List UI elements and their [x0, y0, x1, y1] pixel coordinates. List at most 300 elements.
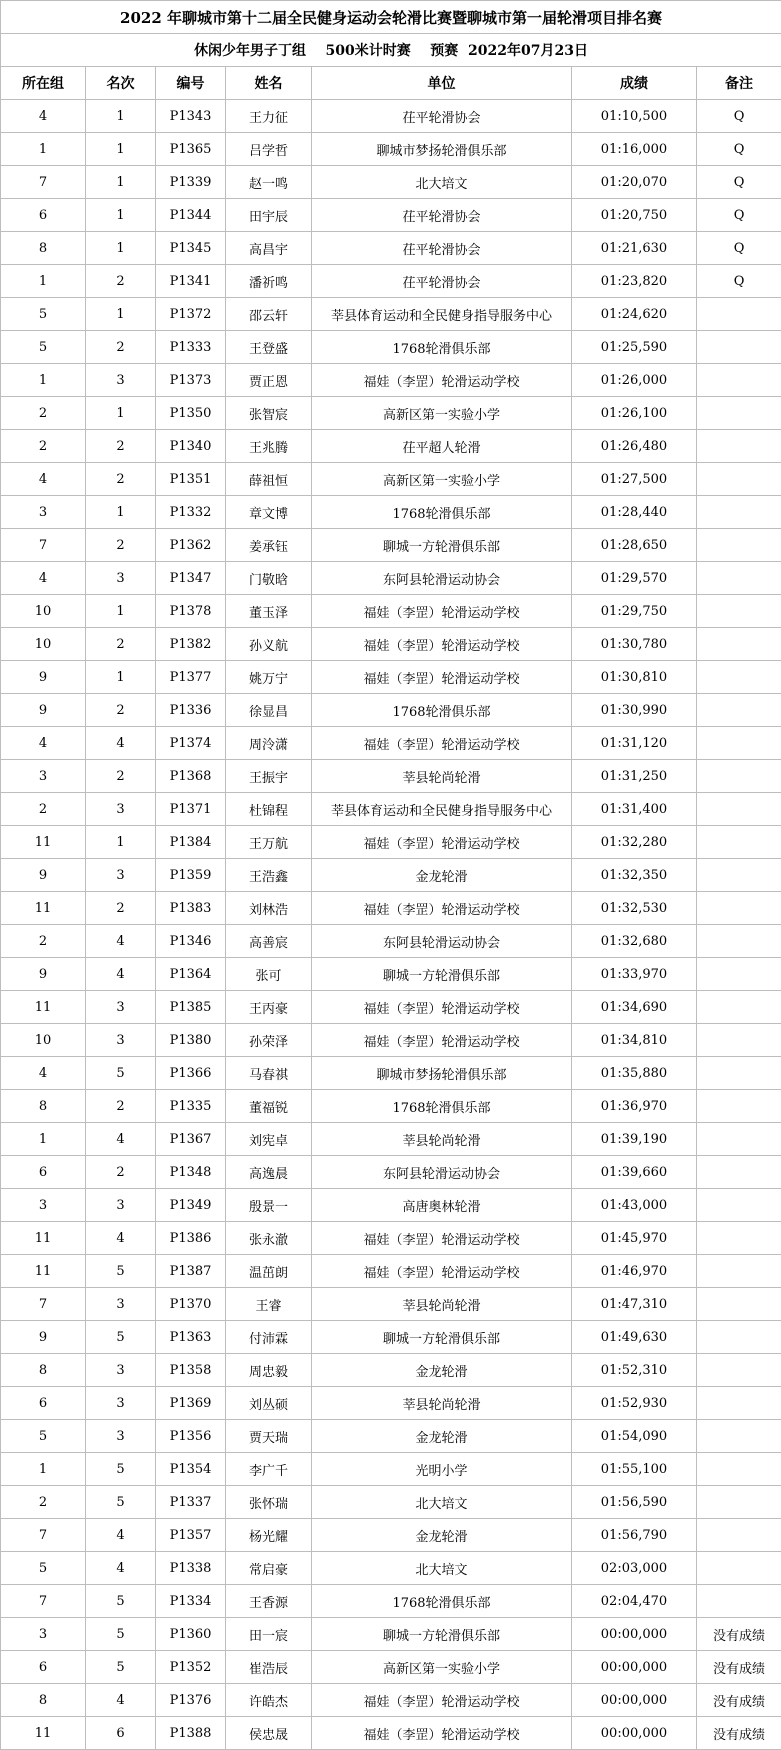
- rank-cell: 3: [86, 562, 156, 595]
- group-cell: 5: [1, 298, 86, 331]
- group-cell: 3: [1, 760, 86, 793]
- number-cell: P1350: [156, 397, 226, 430]
- number-cell: P1352: [156, 1651, 226, 1684]
- result-cell: 01:26,000: [572, 364, 697, 397]
- header-result: 成绩: [572, 67, 697, 100]
- group-cell: 4: [1, 1057, 86, 1090]
- name-cell: 杨光耀: [226, 1519, 312, 1552]
- result-cell: 01:36,970: [572, 1090, 697, 1123]
- table-row: [1, 1552, 781, 1585]
- name-cell: 刘丛硕: [226, 1387, 312, 1420]
- remark-cell: Q: [697, 199, 781, 232]
- result-cell: 00:00,000: [572, 1684, 697, 1717]
- number-cell: P1369: [156, 1387, 226, 1420]
- number-cell: P1339: [156, 166, 226, 199]
- result-cell: 01:26,480: [572, 430, 697, 463]
- group-cell: 1: [1, 133, 86, 166]
- result-cell: 01:28,650: [572, 529, 697, 562]
- table-row: [1, 1354, 781, 1387]
- name-cell: 王振宇: [226, 760, 312, 793]
- group-cell: 2: [1, 1486, 86, 1519]
- number-cell: P1348: [156, 1156, 226, 1189]
- table-body: [1, 100, 781, 1750]
- name-cell: 姜承钰: [226, 529, 312, 562]
- table-row: [1, 793, 781, 826]
- rank-cell: 6: [86, 1717, 156, 1750]
- remark-cell: [697, 1255, 781, 1288]
- group-cell: 3: [1, 1189, 86, 1222]
- group-cell: 6: [1, 1387, 86, 1420]
- name-cell: 周忠毅: [226, 1354, 312, 1387]
- rank-cell: 4: [86, 1222, 156, 1255]
- result-cell: 01:29,750: [572, 595, 697, 628]
- unit-cell: 金龙轮滑: [312, 1519, 572, 1552]
- rank-cell: 1: [86, 298, 156, 331]
- unit-cell: 茌平轮滑协会: [312, 265, 572, 298]
- result-cell: 01:46,970: [572, 1255, 697, 1288]
- number-cell: P1344: [156, 199, 226, 232]
- unit-cell: 1768轮滑俱乐部: [312, 1585, 572, 1618]
- table-row: [1, 1123, 781, 1156]
- rank-cell: 1: [86, 199, 156, 232]
- name-cell: 王丙豪: [226, 991, 312, 1024]
- group-cell: 6: [1, 1156, 86, 1189]
- unit-cell: 东阿县轮滑运动协会: [312, 562, 572, 595]
- rank-cell: 2: [86, 892, 156, 925]
- result-cell: 01:54,090: [572, 1420, 697, 1453]
- result-cell: 01:31,120: [572, 727, 697, 760]
- result-cell: 01:20,070: [572, 166, 697, 199]
- table-row: [1, 826, 781, 859]
- remark-cell: [697, 1585, 781, 1618]
- name-cell: 王浩鑫: [226, 859, 312, 892]
- result-cell: 01:43,000: [572, 1189, 697, 1222]
- table-row: [1, 430, 781, 463]
- result-cell: 01:33,970: [572, 958, 697, 991]
- result-cell: 01:31,400: [572, 793, 697, 826]
- rank-cell: 2: [86, 529, 156, 562]
- table-row: [1, 595, 781, 628]
- unit-cell: 莘县轮尚轮滑: [312, 760, 572, 793]
- name-cell: 王兆腾: [226, 430, 312, 463]
- header-number: 编号: [156, 67, 226, 100]
- remark-cell: [697, 1519, 781, 1552]
- number-cell: P1340: [156, 430, 226, 463]
- rank-cell: 1: [86, 397, 156, 430]
- rank-cell: 3: [86, 1189, 156, 1222]
- rank-cell: 1: [86, 595, 156, 628]
- unit-cell: 福娃（李罡）轮滑运动学校: [312, 1717, 572, 1750]
- name-cell: 张可: [226, 958, 312, 991]
- number-cell: P1347: [156, 562, 226, 595]
- number-cell: P1383: [156, 892, 226, 925]
- name-cell: 张智宸: [226, 397, 312, 430]
- table-row: [1, 1486, 781, 1519]
- table-row: [1, 661, 781, 694]
- table-row: [1, 100, 781, 133]
- table-row: [1, 265, 781, 298]
- unit-cell: 福娃（李罡）轮滑运动学校: [312, 661, 572, 694]
- unit-cell: 福娃（李罡）轮滑运动学校: [312, 1684, 572, 1717]
- number-cell: P1359: [156, 859, 226, 892]
- table-row: [1, 1387, 781, 1420]
- unit-cell: 福娃（李罡）轮滑运动学校: [312, 1222, 572, 1255]
- remark-cell: [697, 463, 781, 496]
- group-cell: 2: [1, 430, 86, 463]
- group-cell: 1: [1, 1453, 86, 1486]
- header-name: 姓名: [226, 67, 312, 100]
- unit-cell: 聊城一方轮滑俱乐部: [312, 958, 572, 991]
- remark-cell: [697, 1486, 781, 1519]
- remark-cell: [697, 397, 781, 430]
- number-cell: P1346: [156, 925, 226, 958]
- name-cell: 殷景一: [226, 1189, 312, 1222]
- remark-cell: [697, 298, 781, 331]
- rank-cell: 5: [86, 1321, 156, 1354]
- unit-cell: 金龙轮滑: [312, 1354, 572, 1387]
- rank-cell: 5: [86, 1453, 156, 1486]
- number-cell: P1362: [156, 529, 226, 562]
- unit-cell: 莘县轮尚轮滑: [312, 1123, 572, 1156]
- unit-cell: 高唐奥林轮滑: [312, 1189, 572, 1222]
- group-cell: 8: [1, 1090, 86, 1123]
- number-cell: P1380: [156, 1024, 226, 1057]
- table-row: [1, 1288, 781, 1321]
- unit-cell: 北大培文: [312, 1552, 572, 1585]
- rank-cell: 3: [86, 1354, 156, 1387]
- name-cell: 门敬晗: [226, 562, 312, 595]
- group-cell: 8: [1, 1354, 86, 1387]
- result-cell: 00:00,000: [572, 1618, 697, 1651]
- number-cell: P1357: [156, 1519, 226, 1552]
- group-cell: 7: [1, 1585, 86, 1618]
- remark-cell: [697, 1321, 781, 1354]
- result-cell: 01:21,630: [572, 232, 697, 265]
- result-cell: 01:30,990: [572, 694, 697, 727]
- result-cell: 01:52,310: [572, 1354, 697, 1387]
- number-cell: P1354: [156, 1453, 226, 1486]
- unit-cell: 东阿县轮滑运动协会: [312, 1156, 572, 1189]
- result-cell: 01:16,000: [572, 133, 697, 166]
- group-cell: 8: [1, 1684, 86, 1717]
- rank-cell: 1: [86, 166, 156, 199]
- number-cell: P1345: [156, 232, 226, 265]
- table-row: [1, 1090, 781, 1123]
- remark-cell: Q: [697, 232, 781, 265]
- rank-cell: 4: [86, 1519, 156, 1552]
- remark-cell: [697, 1420, 781, 1453]
- group-cell: 5: [1, 331, 86, 364]
- table-row: [1, 166, 781, 199]
- number-cell: P1378: [156, 595, 226, 628]
- group-cell: 7: [1, 529, 86, 562]
- remark-cell: [697, 1354, 781, 1387]
- result-cell: 01:39,190: [572, 1123, 697, 1156]
- name-cell: 邵云轩: [226, 298, 312, 331]
- remark-cell: [697, 991, 781, 1024]
- name-cell: 吕学哲: [226, 133, 312, 166]
- group-cell: 4: [1, 727, 86, 760]
- unit-cell: 聊城一方轮滑俱乐部: [312, 1618, 572, 1651]
- remark-cell: Q: [697, 166, 781, 199]
- rank-cell: 3: [86, 991, 156, 1024]
- unit-cell: 莘县轮尚轮滑: [312, 1387, 572, 1420]
- result-cell: 02:04,470: [572, 1585, 697, 1618]
- table-row: [1, 1255, 781, 1288]
- rank-cell: 4: [86, 958, 156, 991]
- group-cell: 9: [1, 661, 86, 694]
- rank-cell: 1: [86, 661, 156, 694]
- table-row: [1, 958, 781, 991]
- rank-cell: 2: [86, 1156, 156, 1189]
- group-cell: 10: [1, 1024, 86, 1057]
- table-row: [1, 199, 781, 232]
- name-cell: 高昌宇: [226, 232, 312, 265]
- rank-cell: 3: [86, 364, 156, 397]
- unit-cell: 聊城一方轮滑俱乐部: [312, 529, 572, 562]
- rank-cell: 5: [86, 1486, 156, 1519]
- remark-cell: [697, 430, 781, 463]
- unit-cell: 福娃（李罡）轮滑运动学校: [312, 892, 572, 925]
- table-row: [1, 694, 781, 727]
- unit-cell: 1768轮滑俱乐部: [312, 694, 572, 727]
- result-cell: 01:56,590: [572, 1486, 697, 1519]
- name-cell: 董福锐: [226, 1090, 312, 1123]
- remark-cell: [697, 331, 781, 364]
- rank-cell: 1: [86, 826, 156, 859]
- remark-cell: [697, 1189, 781, 1222]
- result-cell: 01:26,100: [572, 397, 697, 430]
- group-cell: 7: [1, 166, 86, 199]
- group-cell: 7: [1, 1288, 86, 1321]
- table-row: [1, 991, 781, 1024]
- group-cell: 11: [1, 1222, 86, 1255]
- remark-cell: [697, 562, 781, 595]
- name-cell: 张永澈: [226, 1222, 312, 1255]
- table-row: [1, 1684, 781, 1717]
- rank-cell: 3: [86, 1420, 156, 1453]
- group-cell: 3: [1, 1618, 86, 1651]
- table-row: [1, 1420, 781, 1453]
- group-cell: 1: [1, 265, 86, 298]
- group-cell: 1: [1, 364, 86, 397]
- remark-cell: [697, 628, 781, 661]
- group-cell: 9: [1, 859, 86, 892]
- result-cell: 01:52,930: [572, 1387, 697, 1420]
- number-cell: P1373: [156, 364, 226, 397]
- unit-cell: 1768轮滑俱乐部: [312, 496, 572, 529]
- group-cell: 4: [1, 463, 86, 496]
- result-cell: 01:32,280: [572, 826, 697, 859]
- rank-cell: 5: [86, 1651, 156, 1684]
- name-cell: 贾天瑞: [226, 1420, 312, 1453]
- number-cell: P1386: [156, 1222, 226, 1255]
- remark-cell: [697, 529, 781, 562]
- number-cell: P1351: [156, 463, 226, 496]
- number-cell: P1384: [156, 826, 226, 859]
- remark-cell: 没有成绩: [697, 1651, 781, 1684]
- remark-cell: 没有成绩: [697, 1684, 781, 1717]
- group-cell: 11: [1, 1717, 86, 1750]
- name-cell: 王力征: [226, 100, 312, 133]
- unit-cell: 1768轮滑俱乐部: [312, 1090, 572, 1123]
- result-cell: 01:10,500: [572, 100, 697, 133]
- unit-cell: 1768轮滑俱乐部: [312, 331, 572, 364]
- remark-cell: [697, 1387, 781, 1420]
- number-cell: P1382: [156, 628, 226, 661]
- remark-cell: [697, 958, 781, 991]
- number-cell: P1343: [156, 100, 226, 133]
- result-cell: 01:47,310: [572, 1288, 697, 1321]
- unit-cell: 茌平轮滑协会: [312, 100, 572, 133]
- unit-cell: 光明小学: [312, 1453, 572, 1486]
- rank-cell: 1: [86, 496, 156, 529]
- group-cell: 11: [1, 892, 86, 925]
- number-cell: P1335: [156, 1090, 226, 1123]
- remark-cell: [697, 694, 781, 727]
- rank-cell: 3: [86, 1288, 156, 1321]
- number-cell: P1377: [156, 661, 226, 694]
- table-row: [1, 331, 781, 364]
- table-row: [1, 1651, 781, 1684]
- unit-cell: 茌平超人轮滑: [312, 430, 572, 463]
- name-cell: 高善宸: [226, 925, 312, 958]
- result-cell: 01:28,440: [572, 496, 697, 529]
- table-row: [1, 562, 781, 595]
- group-cell: 2: [1, 397, 86, 430]
- table-row: [1, 892, 781, 925]
- remark-cell: [697, 793, 781, 826]
- table-row: [1, 1189, 781, 1222]
- number-cell: P1341: [156, 265, 226, 298]
- rank-cell: 2: [86, 694, 156, 727]
- rank-cell: 5: [86, 1057, 156, 1090]
- unit-cell: 福娃（李罡）轮滑运动学校: [312, 595, 572, 628]
- name-cell: 李广千: [226, 1453, 312, 1486]
- result-cell: 01:30,810: [572, 661, 697, 694]
- name-cell: 姚万宁: [226, 661, 312, 694]
- number-cell: P1364: [156, 958, 226, 991]
- table-row: [1, 397, 781, 430]
- name-cell: 田一宸: [226, 1618, 312, 1651]
- result-cell: 01:34,810: [572, 1024, 697, 1057]
- name-cell: 章文博: [226, 496, 312, 529]
- remark-cell: [697, 661, 781, 694]
- remark-cell: [697, 1288, 781, 1321]
- group-cell: 1: [1, 1123, 86, 1156]
- result-cell: 01:49,630: [572, 1321, 697, 1354]
- group-cell: 6: [1, 199, 86, 232]
- remark-cell: [697, 1222, 781, 1255]
- number-cell: P1367: [156, 1123, 226, 1156]
- page-subtitle: 休闲少年男子丁组 500米计时赛 预赛 2022年07月23日: [1, 34, 781, 67]
- header-rank: 名次: [86, 67, 156, 100]
- unit-cell: 高新区第一实验小学: [312, 1651, 572, 1684]
- number-cell: P1387: [156, 1255, 226, 1288]
- group-cell: 11: [1, 826, 86, 859]
- header-unit: 单位: [312, 67, 572, 100]
- number-cell: P1333: [156, 331, 226, 364]
- name-cell: 徐显昌: [226, 694, 312, 727]
- name-cell: 王睿: [226, 1288, 312, 1321]
- number-cell: P1337: [156, 1486, 226, 1519]
- group-cell: 10: [1, 595, 86, 628]
- result-cell: 01:34,690: [572, 991, 697, 1024]
- result-cell: 01:27,500: [572, 463, 697, 496]
- number-cell: P1356: [156, 1420, 226, 1453]
- table-row: [1, 1222, 781, 1255]
- result-cell: 01:32,680: [572, 925, 697, 958]
- number-cell: P1349: [156, 1189, 226, 1222]
- name-cell: 王香源: [226, 1585, 312, 1618]
- number-cell: P1374: [156, 727, 226, 760]
- result-cell: 01:45,970: [572, 1222, 697, 1255]
- remark-cell: [697, 727, 781, 760]
- group-cell: 5: [1, 1420, 86, 1453]
- name-cell: 付沛霖: [226, 1321, 312, 1354]
- number-cell: P1338: [156, 1552, 226, 1585]
- group-cell: 7: [1, 1519, 86, 1552]
- rank-cell: 2: [86, 430, 156, 463]
- rank-cell: 2: [86, 628, 156, 661]
- table-row: [1, 1519, 781, 1552]
- unit-cell: 福娃（李罡）轮滑运动学校: [312, 826, 572, 859]
- remark-cell: [697, 760, 781, 793]
- result-cell: 01:32,350: [572, 859, 697, 892]
- result-cell: 01:30,780: [572, 628, 697, 661]
- result-cell: 01:25,590: [572, 331, 697, 364]
- unit-cell: 福娃（李罡）轮滑运动学校: [312, 727, 572, 760]
- unit-cell: 福娃（李罡）轮滑运动学校: [312, 1024, 572, 1057]
- unit-cell: 莘县体育运动和全民健身指导服务中心: [312, 793, 572, 826]
- name-cell: 王登盛: [226, 331, 312, 364]
- table-row: [1, 1618, 781, 1651]
- unit-cell: 北大培文: [312, 1486, 572, 1519]
- remark-cell: [697, 892, 781, 925]
- remark-cell: [697, 925, 781, 958]
- result-cell: 02:03,000: [572, 1552, 697, 1585]
- result-cell: 01:39,660: [572, 1156, 697, 1189]
- number-cell: P1368: [156, 760, 226, 793]
- number-cell: P1388: [156, 1717, 226, 1750]
- name-cell: 田宇辰: [226, 199, 312, 232]
- rank-cell: 1: [86, 133, 156, 166]
- name-cell: 潘祈鸣: [226, 265, 312, 298]
- unit-cell: 福娃（李罡）轮滑运动学校: [312, 991, 572, 1024]
- name-cell: 高逸晨: [226, 1156, 312, 1189]
- name-cell: 刘宪卓: [226, 1123, 312, 1156]
- table-row: [1, 1585, 781, 1618]
- table-row: [1, 364, 781, 397]
- name-cell: 杜锦程: [226, 793, 312, 826]
- name-cell: 王万航: [226, 826, 312, 859]
- remark-cell: [697, 496, 781, 529]
- rank-cell: 3: [86, 859, 156, 892]
- rank-cell: 3: [86, 793, 156, 826]
- remark-cell: [697, 1552, 781, 1585]
- group-cell: 5: [1, 1552, 86, 1585]
- remark-cell: Q: [697, 133, 781, 166]
- rank-cell: 3: [86, 1387, 156, 1420]
- name-cell: 许皓杰: [226, 1684, 312, 1717]
- rank-cell: 2: [86, 463, 156, 496]
- table-row: [1, 496, 781, 529]
- group-cell: 6: [1, 1651, 86, 1684]
- remark-cell: Q: [697, 100, 781, 133]
- table-row: [1, 1717, 781, 1750]
- number-cell: P1376: [156, 1684, 226, 1717]
- remark-cell: Q: [697, 265, 781, 298]
